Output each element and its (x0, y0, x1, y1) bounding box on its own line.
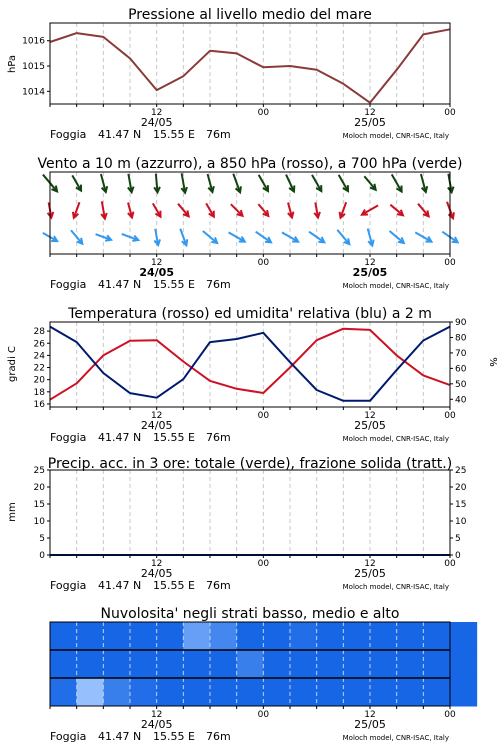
cloud-cell (290, 678, 317, 707)
hour-label: 12 (150, 108, 163, 118)
date-label: 25/05 (352, 266, 388, 279)
cloud-cell (237, 678, 264, 707)
cloud-cell (370, 622, 397, 651)
station-name: Foggia (50, 278, 87, 291)
hour-label: 00 (257, 258, 270, 268)
humidity-line (50, 327, 450, 401)
cloud-cell (210, 650, 237, 679)
hour-label: 00 (444, 258, 456, 268)
wind-arrow (339, 175, 348, 191)
cloud-cell (103, 678, 130, 707)
y-tick-label: 16 (33, 399, 45, 410)
hour-label: 12 (150, 411, 163, 421)
station-name: Foggia (50, 579, 87, 592)
date-label: 24/05 (140, 718, 173, 731)
cloud-cell (103, 650, 130, 679)
wind-arrow (390, 205, 403, 216)
wind-arrow (314, 202, 320, 217)
y-tick-label: 20 (33, 483, 45, 493)
date-label: 24/05 (140, 419, 173, 432)
cloud-cell (263, 622, 290, 651)
station-lon: 15.55 E (153, 579, 195, 592)
cloud-cell (183, 622, 210, 651)
y2-tick-label: 90 (455, 318, 467, 328)
y-tick-label: 18 (33, 387, 45, 398)
hour-label: 12 (364, 258, 376, 268)
hour-label: 12 (364, 411, 376, 421)
wind-arrow (203, 231, 217, 243)
cloud-cell (370, 650, 397, 679)
arrow-shaft (71, 230, 82, 243)
wind-arrow (73, 202, 80, 218)
precip-ylabel: mm (7, 502, 18, 522)
hour-label: 00 (257, 559, 270, 569)
y-tick-label: 1014 (22, 87, 45, 98)
cloud-cell (263, 678, 290, 707)
wind-arrow (390, 231, 404, 243)
temperature-ylabel: gradi C (7, 346, 18, 382)
cloud-cell (50, 622, 77, 651)
cloud-cell (423, 678, 450, 707)
pressure-ylabel: hPa (7, 54, 18, 74)
y-tick-label: 1015 (22, 62, 45, 73)
wind-panel (37, 156, 462, 291)
station-lat: 41.47 N (98, 730, 142, 743)
y2-tick-label: 25 (455, 466, 467, 476)
wind-arrow (178, 204, 189, 217)
hour-label: 00 (444, 710, 456, 720)
cloud-cell (130, 622, 157, 651)
y-tick-label: 22 (33, 363, 45, 374)
cloud-cell (450, 650, 477, 679)
hour-label: 00 (444, 108, 456, 118)
wind-arrow (208, 174, 214, 192)
plot-frame (50, 172, 450, 254)
cloud-cell (130, 650, 157, 679)
wind-arrow (153, 203, 161, 216)
hour-label: 00 (257, 710, 270, 720)
cloud-cell (317, 622, 344, 651)
model-credit: Moloch model, CNR-ISAC, Italy (342, 132, 449, 140)
y2-tick-label: 15 (455, 500, 467, 510)
cloud-cell (317, 678, 344, 707)
model-credit: Moloch model, CNR-ISAC, Italy (342, 583, 449, 591)
wind-arrow (288, 203, 294, 218)
date-label: 25/05 (354, 116, 386, 129)
y-tick-label: 25 (33, 466, 45, 476)
hour-label: 12 (150, 258, 163, 268)
cloud-cell (50, 678, 77, 707)
y-tick-label: 5 (39, 534, 45, 544)
wind-title: Vento a 10 m (azzurro), a 850 hPa (rosso), a 700 hPa (verde) (37, 156, 463, 172)
cloud-cell (77, 650, 104, 679)
hour-label: 12 (364, 559, 376, 569)
y2-tick-label: 0 (455, 551, 461, 561)
cloud-cell (290, 650, 317, 679)
temperature-title: Temperatura (rosso) ed umidita' relativa (blu) a 2 m (68, 306, 432, 322)
y2-tick-label: 40 (455, 395, 467, 406)
model-credit: Moloch model, CNR-ISAC, Italy (342, 282, 449, 290)
wind-arrow (415, 232, 431, 241)
station-elev: 76m (206, 431, 231, 444)
cloud-cell (397, 678, 424, 707)
cloud-cell (397, 650, 424, 679)
date-label: 24/05 (139, 266, 174, 279)
y-tick-label: 10 (33, 517, 45, 527)
station-lat: 41.47 N (98, 431, 142, 444)
y2-tick-label: 70 (455, 348, 467, 359)
precip-panel (7, 456, 467, 592)
station-elev: 76m (206, 579, 231, 592)
cloud-cell (183, 678, 210, 707)
cloud-cell (157, 650, 184, 679)
cloud-cell (183, 650, 210, 679)
cloud-cell (237, 650, 264, 679)
wind-arrow (259, 175, 268, 191)
wind-arrow (421, 174, 427, 192)
pressure-line (50, 29, 450, 102)
wind-arrow (256, 232, 271, 243)
cloud-cell (317, 650, 344, 679)
y-tick-label: 0 (39, 551, 45, 561)
cloud-cell (103, 622, 130, 651)
wind-arrow (392, 174, 402, 191)
station-lat: 41.47 N (98, 278, 142, 291)
station-lon: 15.55 E (153, 128, 195, 141)
station-elev: 76m (206, 730, 231, 743)
cloud-cell (450, 622, 477, 651)
cloud-cell (290, 622, 317, 651)
date-label: 24/05 (140, 116, 173, 129)
station-lon: 15.55 E (153, 730, 195, 743)
arrow-shaft (203, 231, 217, 243)
station-name: Foggia (50, 730, 87, 743)
cloud-cell (423, 650, 450, 679)
wind-arrow (418, 204, 429, 217)
y-tick-label: 1016 (22, 36, 45, 47)
y2-tick-label: 20 (455, 483, 467, 493)
hour-label: 00 (257, 411, 270, 421)
y2-tick-label: 80 (455, 333, 467, 344)
wind-arrow (258, 204, 268, 216)
date-label: 24/05 (140, 567, 173, 580)
wind-arrow (362, 205, 378, 214)
temperature-line (50, 329, 450, 400)
humidity-ylabel: % (487, 357, 498, 367)
y2-tick-label: 60 (455, 364, 467, 375)
wind-arrow (282, 232, 298, 241)
y-tick-label: 15 (33, 500, 45, 510)
station-elev: 76m (206, 278, 231, 291)
hour-label: 00 (257, 108, 270, 118)
station-name: Foggia (50, 431, 87, 444)
clouds-title: Nuvolosita' negli strati basso, medio e alto (100, 606, 400, 622)
cloud-cell (50, 650, 77, 679)
cloud-cell (210, 678, 237, 707)
cloud-cell (263, 650, 290, 679)
wind-arrow (312, 175, 321, 191)
cloud-cell (130, 678, 157, 707)
plot-frame (50, 470, 450, 555)
wind-arrow (448, 174, 454, 192)
cloud-cell (397, 622, 424, 651)
wind-arrow (181, 173, 187, 192)
cloud-cell (343, 622, 370, 651)
wind-arrow (71, 230, 82, 243)
wind-arrow (206, 203, 214, 216)
wind-arrow (101, 201, 107, 218)
y-tick-label: 28 (33, 327, 45, 338)
clouds-panel (50, 606, 477, 743)
hour-label: 12 (364, 710, 376, 720)
cloud-cell (343, 650, 370, 679)
wind-arrow (154, 229, 160, 245)
station-lat: 41.47 N (98, 579, 142, 592)
cloud-cell (157, 622, 184, 651)
cloud-cell (157, 678, 184, 707)
wind-arrow (154, 174, 160, 193)
cloud-cell (77, 622, 104, 651)
wind-arrow (229, 232, 245, 241)
cloud-cell (77, 678, 104, 707)
cloud-cell (343, 678, 370, 707)
y-tick-label: 24 (33, 351, 45, 362)
pressure-panel (7, 7, 456, 141)
precip-title: Precip. acc. in 3 ore: totale (verde), frazione solida (tratt.) (47, 456, 453, 472)
wind-arrow (309, 232, 324, 243)
temperature-panel (7, 306, 498, 444)
cloud-cell (210, 622, 237, 651)
plot-frame (50, 322, 450, 407)
y2-tick-label: 10 (455, 517, 467, 527)
plot-frame (50, 23, 450, 104)
date-label: 25/05 (354, 718, 386, 731)
wind-arrow (128, 203, 134, 218)
y-tick-label: 26 (33, 339, 45, 350)
wind-arrow (340, 202, 347, 218)
wind-arrow (368, 228, 374, 245)
cloud-cell (450, 678, 477, 707)
model-credit: Moloch model, CNR-ISAC, Italy (342, 734, 449, 742)
cloud-cell (370, 678, 397, 707)
pressure-title: Pressione al livello medio del mare (128, 7, 372, 23)
hour-label: 00 (444, 559, 456, 569)
date-label: 25/05 (354, 419, 386, 432)
cloud-cell (423, 622, 450, 651)
y-tick-label: 20 (33, 375, 45, 386)
wind-arrow (101, 174, 107, 192)
station-lat: 41.47 N (98, 128, 142, 141)
wind-arrow (72, 175, 81, 190)
wind-arrow (286, 175, 294, 192)
date-label: 25/05 (354, 567, 386, 580)
hour-label: 12 (150, 710, 163, 720)
y2-tick-label: 5 (455, 534, 461, 544)
station-elev: 76m (206, 128, 231, 141)
station-lon: 15.55 E (153, 431, 195, 444)
station-name: Foggia (50, 128, 87, 141)
y2-tick-label: 50 (455, 379, 467, 390)
hour-label: 12 (150, 559, 163, 569)
station-lon: 15.55 E (153, 278, 195, 291)
arrow-shaft (390, 231, 404, 243)
wind-arrow (233, 174, 241, 193)
wind-arrow (128, 174, 134, 192)
cloud-cell (237, 622, 264, 651)
hour-label: 00 (444, 411, 456, 421)
model-credit: Moloch model, CNR-ISAC, Italy (342, 435, 449, 443)
hour-label: 12 (364, 108, 376, 118)
